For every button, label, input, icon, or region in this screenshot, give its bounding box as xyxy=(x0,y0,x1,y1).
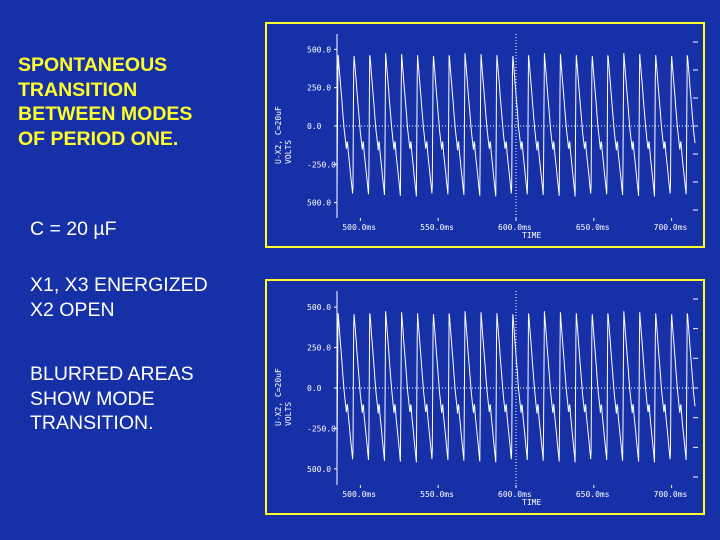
energized-note: X1, X3 ENERGIZED X2 OPEN xyxy=(30,274,208,321)
oscillogram-top-chart xyxy=(267,24,703,246)
y-tick-label: 500.0 xyxy=(307,198,332,208)
x-tick-label: 650.0ms xyxy=(575,490,610,499)
x-tick-label: 500.0ms xyxy=(342,490,377,499)
y-tick-label: -250.0 xyxy=(307,160,336,170)
x-tick-label: 700.0ms xyxy=(653,223,688,232)
y-tick-label: 250.0 xyxy=(307,83,332,93)
oscillogram-top xyxy=(265,22,705,248)
x-tick-label: 600.0ms xyxy=(498,223,532,232)
x-tick-label: 700.0ms xyxy=(653,490,688,499)
x-axis-label: TIME xyxy=(522,498,542,507)
y-axis-label: U-X2, C=20uF xyxy=(274,368,283,426)
y-axis-label: U-X2, C=20uF xyxy=(274,106,283,164)
blurred-areas-note: BLURRED AREAS SHOW MODE TRANSITION. xyxy=(30,363,194,434)
capacitance-label: C = 20 µF xyxy=(30,218,117,240)
oscillogram-bottom-chart xyxy=(267,281,703,513)
y-tick-label: 0.0 xyxy=(307,122,322,131)
x-tick-label: 550.0ms xyxy=(420,223,454,232)
y-tick-label: -250.0 xyxy=(307,424,336,434)
oscillogram-bottom xyxy=(265,279,705,515)
x-tick-label: 650.0ms xyxy=(575,223,610,232)
y-tick-label: 500.0 xyxy=(307,464,332,474)
slide-title: SPONTANEOUS TRANSITION BETWEEN MODES OF PERIOD ONE. xyxy=(18,54,193,150)
x-tick-label: 550.0ms xyxy=(420,490,454,499)
y-tick-label: 500.0 xyxy=(307,303,332,313)
y-tick-label: 0.0 xyxy=(307,384,322,393)
x-tick-label: 500.0ms xyxy=(342,223,377,232)
y-axis-label: VOLTS xyxy=(284,401,293,426)
y-axis-label: VOLTS xyxy=(284,139,293,164)
y-tick-label: 250.0 xyxy=(307,343,332,353)
y-tick-label: 500.0 xyxy=(307,45,332,55)
x-axis-label: TIME xyxy=(522,231,542,240)
x-tick-label: 600.0ms xyxy=(498,490,532,499)
